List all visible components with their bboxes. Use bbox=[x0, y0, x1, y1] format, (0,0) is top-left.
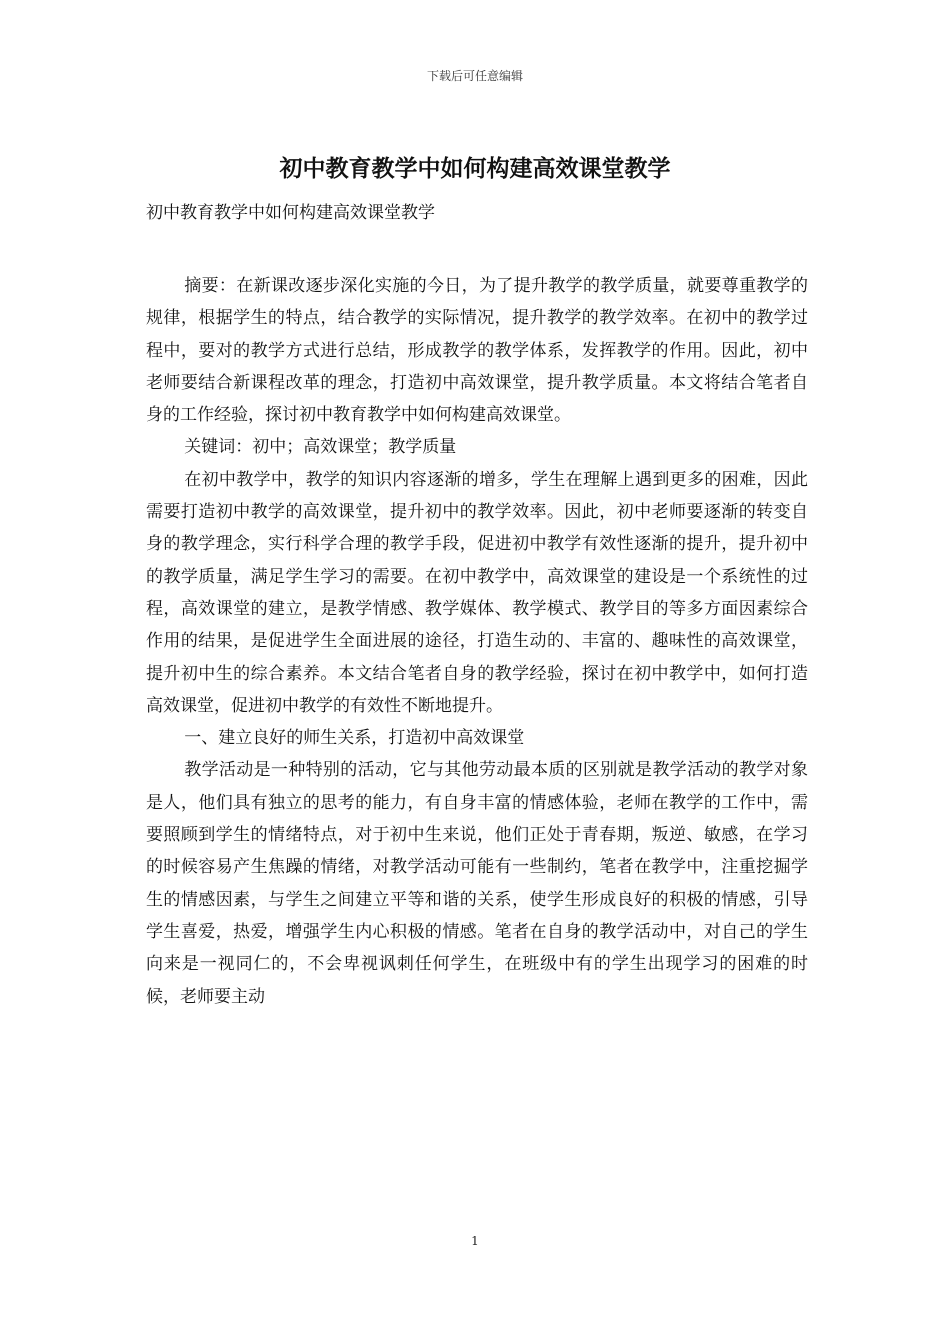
keywords-line: 关键词：初中；高效课堂；教学质量 bbox=[184, 437, 457, 458]
intro-paragraph: 在初中教学中，教学的知识内容逐渐的增多，学生在理解上遇到更多的困难，因此需要打造初中教学的高效课堂，提升初中的教学效率。因此，初中老师要逐渐的转变自身的教学理念，实行科学合理的教学手段，促进初中教学有效性逐渐的提升，提升初中的教学质量，满足学生学习的需要。在初中教学中，高效课堂的建设是一个系统性的过程，高效课堂的建立，是教学情感、教学媒体、教学模式、教学目的等多方面因素综合作用的结果，是促进学生全面进展的途径，打造生动的、丰富的、趣味性的高效课堂，提升初中生的综合素养。本文结合笔者自身的教学经验，探讨在初中教学中，如何打造高效课堂，促进初中教学的有效性不断地提升。 bbox=[146, 469, 808, 716]
document-subtitle: 初中教育教学中如何构建高效课堂教学 bbox=[146, 203, 435, 223]
header-note: 下载后可任意编辑 bbox=[426, 69, 523, 83]
document-title: 初中教育教学中如何构建高效课堂教学 bbox=[279, 155, 671, 182]
section-1-paragraph: 教学活动是一种特别的活动，它与其他劳动最本质的区别就是教学活动的教学对象是人，他们具有独立的思考的能力，有自身丰富的情感体验，老师在教学的工作中，需要照顾到学生的情绪特点，对于初中生来说，他们正处于青春期，叛逆、敏感，在学习的时候容易产生焦躁的情绪，对教学活动可能有一些制约，笔者在教学中，注重挖掘学生的情感因素，与学生之间建立平等和谐的关系，使学生形成良好的积极的情感，引导学生喜爱，热爱，增强学生内心积极的情感。笔者在自身的教学活动中，对自己的学生向来是一视同仁的，不会卑视讽刺任何学生，在班级中有的学生出现学习的困难的时候，老师要主动 bbox=[146, 760, 808, 1007]
page-number: 1 bbox=[471, 1234, 479, 1248]
section-1-heading: 一、建立良好的师生关系，打造初中高效课堂 bbox=[184, 728, 525, 749]
abstract-paragraph: 摘要：在新课改逐步深化实施的今日，为了提升教学的教学质量，就要尊重教学的规律，根据学生的特点，结合教学的实际情况，提升教学的教学效率。在初中的教学过程中，要对的教学方式进行总结，形成教学的教学体系，发挥教学的作用。因此，初中老师要结合新课程改革的理念，打造初中高效课堂，提升教学质量。本文将结合笔者自身的工作经验，探讨初中教育教学中如何构建高效课堂。 bbox=[146, 276, 808, 426]
document-body bbox=[146, 270, 808, 1013]
